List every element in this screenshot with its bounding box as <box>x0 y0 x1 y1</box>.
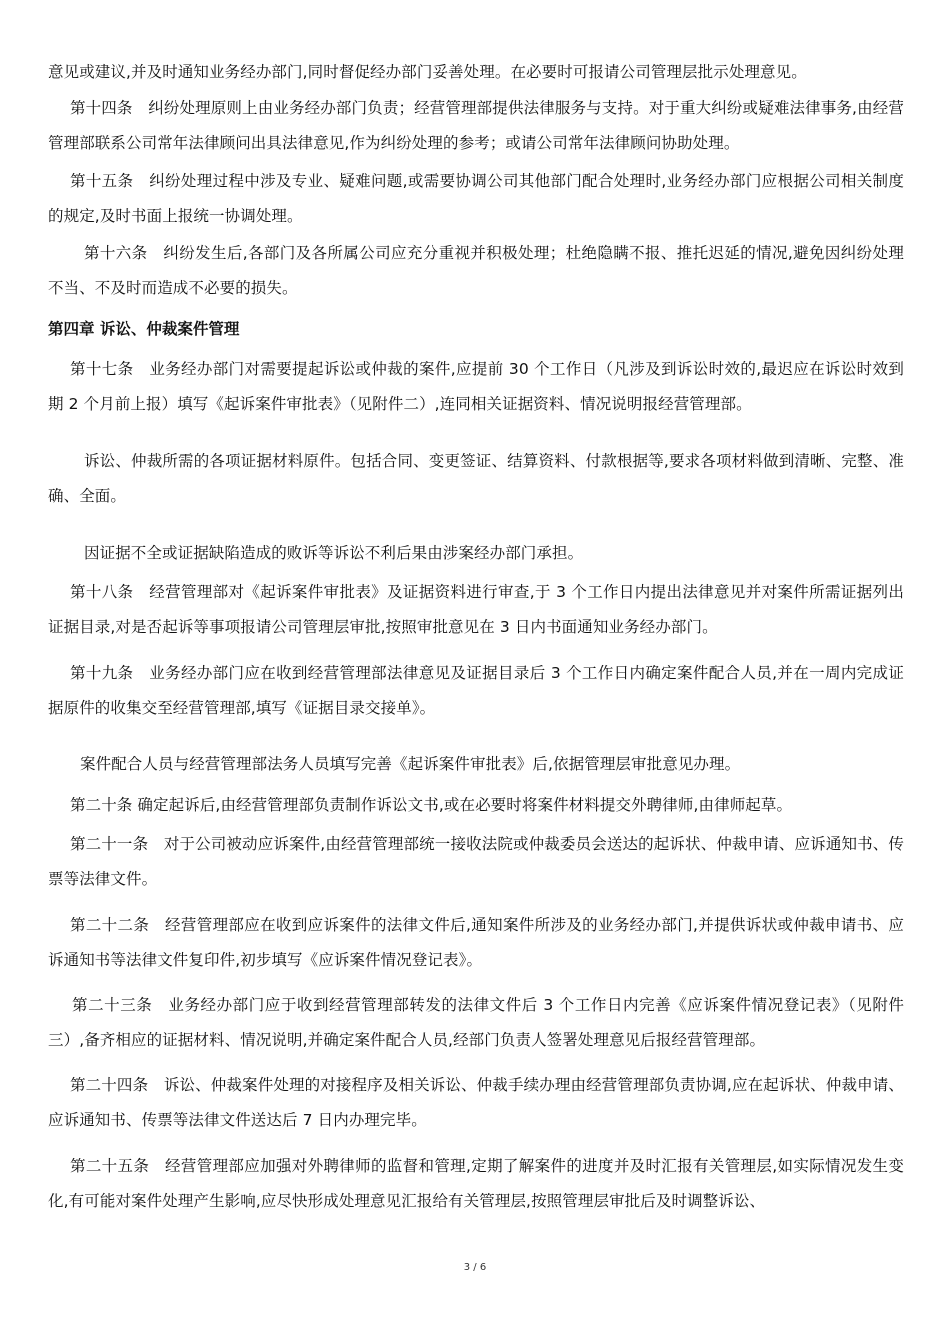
case-personnel-paragraph: 案件配合人员与经营管理部法务人员填写完善《起诉案件审批表》后,依据管理层审批意见办理。 <box>80 755 741 773</box>
article-14: 第十四条 纠纷处理原则上由业务经办部门负责；经营管理部提供法律服务与支持。对于重大纠纷或疑难法律事务,由经营管理部联系公司常年法律顾问出具法律意见,作为纠纷处理的参考；或请公司常年法律顾问协助处理。 <box>48 99 904 152</box>
evidence-liability-paragraph: 因证据不全或证据缺陷造成的败诉等诉讼不利后果由涉案经办部门承担。 <box>84 544 584 562</box>
article-23: 第二十三条 业务经办部门应于收到经营管理部转发的法律文件后 3 个工作日内完善《应诉案件情况登记表》（见附件三）,备齐相应的证据材料、情况说明,并确定案件配合人员,经部门负责人签署处理意见后报经营管理部。 <box>48 996 904 1049</box>
paragraph-continuation: 意见或建议,并及时通知业务经办部门,同时督促经办部门妥善处理。在必要时可报请公司管理层批示处理意见。 <box>48 63 807 81</box>
article-21: 第二十一条 对于公司被动应诉案件,由经营管理部统一接收法院或仲裁委员会送达的起诉状、仲裁申请、应诉通知书、传票等法律文件。 <box>48 835 904 888</box>
article-16: 第十六条 纠纷发生后,各部门及各所属公司应充分重视并积极处理；杜绝隐瞒不报、推托迟延的情况,避免因纠纷处理不当、不及时而造成不必要的损失。 <box>48 244 904 297</box>
article-17: 第十七条 业务经办部门对需要提起诉讼或仲裁的案件,应提前 30 个工作日（凡涉及到诉讼时效的,最迟应在诉讼时效到期 2 个月前上报）填写《起诉案件审批表》（见附件二）,连同相关证据资料、情况说明报经营管理部。 <box>48 360 904 413</box>
evidence-materials-paragraph: 诉讼、仲裁所需的各项证据材料原件。包括合同、变更签证、结算资料、付款根据等,要求各项材料做到清晰、完整、准确、全面。 <box>48 452 904 505</box>
article-25: 第二十五条 经营管理部应加强对外聘律师的监督和管理,定期了解案件的进度并及时汇报有关管理层,如实际情况发生变化,有可能对案件处理产生影响,应尽快形成处理意见汇报给有关管理层,按照管理层审批后及时调整诉讼、 <box>48 1157 904 1210</box>
article-19: 第十九条 业务经办部门应在收到经营管理部法律意见及证据目录后 3 个工作日内确定案件配合人员,并在一周内完成证据原件的收集交至经营管理部,填写《证据目录交接单》。 <box>48 664 904 717</box>
page-number: 3 / 6 <box>463 1262 487 1273</box>
article-22: 第二十二条 经营管理部应在收到应诉案件的法律文件后,通知案件所涉及的业务经办部门,并提供诉状或仲裁申请书、应诉通知书等法律文件复印件,初步填写《应诉案件情况登记表》。 <box>48 916 904 969</box>
chapter-four-heading: 第四章 诉讼、仲裁案件管理 <box>48 320 240 338</box>
article-15: 第十五条 纠纷处理过程中涉及专业、疑难问题,或需要协调公司其他部门配合处理时,业务经办部门应根据公司相关制度的规定,及时书面上报统一协调处理。 <box>48 172 904 225</box>
article-24: 第二十四条 诉讼、仲裁案件处理的对接程序及相关诉讼、仲裁手续办理由经营管理部负责协调,应在起诉状、仲裁申请、应诉通知书、传票等法律文件送达后 7 日内办理完毕。 <box>48 1076 904 1129</box>
article-20: 第二十条 确定起诉后,由经营管理部负责制作诉讼文书,或在必要时将案件材料提交外聘律师,由律师起草。 <box>70 796 793 814</box>
article-18: 第十八条 经营管理部对《起诉案件审批表》及证据资料进行审查,于 3 个工作日内提出法律意见并对案件所需证据列出证据目录,对是否起诉等事项报请公司管理层审批,按照审批意见在 3 日内书面通知业务经办部门。 <box>48 583 904 636</box>
